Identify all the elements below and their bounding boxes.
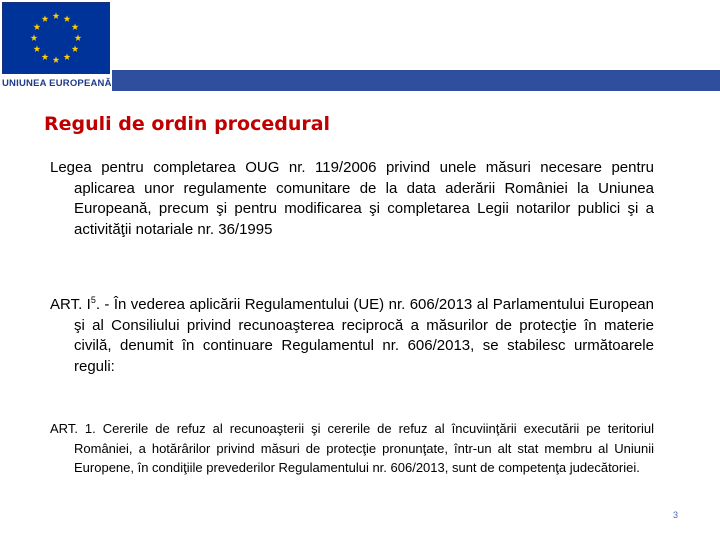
page-number: 3	[672, 510, 678, 520]
eu-star-icon	[42, 15, 49, 22]
eu-star-icon	[53, 12, 60, 19]
eu-star-icon	[72, 45, 79, 52]
paragraph-art-1	[50, 419, 654, 478]
art-1-heading: ART. 1.	[50, 421, 96, 436]
art-i5-heading: ART. I	[50, 296, 91, 313]
eu-label: UNIUNEA EUROPEANĂ	[2, 78, 112, 89]
eu-logo	[0, 0, 112, 92]
eu-star-icon	[34, 45, 41, 52]
paragraph-art-i5	[50, 290, 654, 377]
paragraph-law	[50, 158, 654, 240]
eu-star-icon	[31, 34, 38, 41]
eu-star-icon	[64, 53, 71, 60]
art-1-text: Cererile de refuz al recunoaşterii şi cererile de refuz al încuviinţării executării pe teritoriul României, a hotărârilor privind măsuri de protecţie pronunţate, într-un alt stat membru al Uniunii Europene, în condiţiile prevederilor Regulamentului nr. 606/2013, sunt de competenţa judecătoriei.	[74, 421, 654, 475]
paragraph-law-text: Legea pentru completarea OUG nr. 119/2006 privind unele măsuri necesare pentru aplicarea unor regulamente comunitare de la data aderării României la Uniunea Europeană, precum şi pentru modificarea şi completarea Legii notarilor publici şi a activităţii notariale nr. 36/1995	[50, 159, 654, 238]
art-i5-text: . - În vederea aplicării Regulamentului (UE) nr. 606/2013 al Parlamentului European şi al Consiliului privind recunoaşterea reciprocă a măsurilor de protecţie în materie civilă, denumit în continuare Regulamentul nr. 606/2013, se stabilesc următoarele reguli:	[74, 296, 654, 375]
eu-star-icon	[42, 53, 49, 60]
eu-star-icon	[34, 23, 41, 30]
eu-star-icon	[53, 56, 60, 63]
slide-title: Reguli de ordin procedural	[44, 113, 331, 135]
art-i5-superscript: 5	[90, 295, 96, 305]
eu-star-icon	[72, 23, 79, 30]
eu-flag-icon	[2, 2, 110, 74]
eu-star-icon	[75, 34, 82, 41]
header-bar	[112, 70, 720, 91]
eu-star-icon	[64, 15, 71, 22]
